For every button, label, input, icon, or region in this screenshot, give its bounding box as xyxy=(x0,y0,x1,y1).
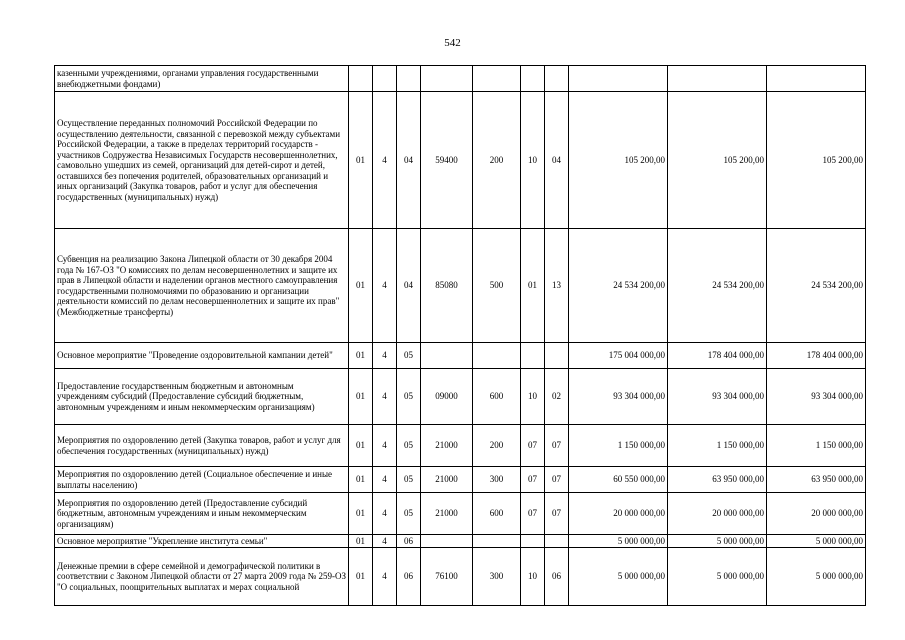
amount-year-2: 105 200,00 xyxy=(668,92,767,229)
amount-year-2 xyxy=(668,66,767,92)
code-direction xyxy=(421,343,473,369)
code-expense-type xyxy=(473,343,521,369)
table-row xyxy=(55,425,866,467)
code-direction: 59400 xyxy=(421,92,473,229)
table-row xyxy=(55,548,866,606)
row-description: Основное мероприятие "Укрепление института семьи" xyxy=(55,535,349,548)
code-program: 01 xyxy=(349,467,373,493)
code-subprogram: 4 xyxy=(373,535,397,548)
amount-year-2: 63 950 000,00 xyxy=(668,467,767,493)
table-row xyxy=(55,369,866,425)
code-program: 01 xyxy=(349,493,373,535)
code-section: 07 xyxy=(521,467,545,493)
table-row xyxy=(55,467,866,493)
code-subprogram: 4 xyxy=(373,92,397,229)
code-subprogram: 4 xyxy=(373,467,397,493)
code-direction xyxy=(421,535,473,548)
row-description: Мероприятия по оздоровлению детей (Закупка товаров, работ и услуг для обеспечения государственных (муниципальных) нужд) xyxy=(55,425,349,467)
amount-year-1: 60 550 000,00 xyxy=(569,467,668,493)
amount-year-2: 24 534 200,00 xyxy=(668,229,767,343)
code-expense-type: 300 xyxy=(473,548,521,606)
code-subsection: 02 xyxy=(545,369,569,425)
code-expense-type: 600 xyxy=(473,493,521,535)
table-row xyxy=(55,229,866,343)
code-direction xyxy=(421,66,473,92)
code-expense-type xyxy=(473,66,521,92)
amount-year-3: 1 150 000,00 xyxy=(767,425,866,467)
amount-year-1: 175 004 000,00 xyxy=(569,343,668,369)
code-expense-type: 500 xyxy=(473,229,521,343)
code-activity: 05 xyxy=(397,493,421,535)
amount-year-3: 105 200,00 xyxy=(767,92,866,229)
amount-year-3: 5 000 000,00 xyxy=(767,535,866,548)
code-program: 01 xyxy=(349,369,373,425)
code-subsection: 06 xyxy=(545,548,569,606)
code-subprogram: 4 xyxy=(373,548,397,606)
row-description: Денежные премии в сфере семейной и демографической политики в соответствии с Законом Липецкой области от 27 марта 2009 года № 259-ОЗ "О социальных, поощрительных выплатах и мерах социальной xyxy=(55,548,349,606)
code-subprogram: 4 xyxy=(373,343,397,369)
code-activity: 05 xyxy=(397,467,421,493)
code-program: 01 xyxy=(349,425,373,467)
code-activity: 06 xyxy=(397,535,421,548)
amount-year-1: 24 534 200,00 xyxy=(569,229,668,343)
code-direction: 21000 xyxy=(421,425,473,467)
code-subprogram: 4 xyxy=(373,425,397,467)
amount-year-1: 105 200,00 xyxy=(569,92,668,229)
amount-year-3: 24 534 200,00 xyxy=(767,229,866,343)
amount-year-3: 178 404 000,00 xyxy=(767,343,866,369)
table-row xyxy=(55,343,866,369)
code-activity: 05 xyxy=(397,425,421,467)
code-expense-type: 200 xyxy=(473,425,521,467)
code-activity: 04 xyxy=(397,92,421,229)
code-subsection: 07 xyxy=(545,493,569,535)
table-row xyxy=(55,535,866,548)
code-subsection: 07 xyxy=(545,425,569,467)
code-section: 10 xyxy=(521,548,545,606)
code-subprogram: 4 xyxy=(373,369,397,425)
code-activity: 05 xyxy=(397,369,421,425)
code-program xyxy=(349,66,373,92)
code-section: 01 xyxy=(521,229,545,343)
code-section xyxy=(521,66,545,92)
code-section xyxy=(521,535,545,548)
code-expense-type: 600 xyxy=(473,369,521,425)
code-section: 07 xyxy=(521,493,545,535)
code-subsection: 13 xyxy=(545,229,569,343)
amount-year-1 xyxy=(569,66,668,92)
code-subsection xyxy=(545,535,569,548)
code-program: 01 xyxy=(349,229,373,343)
code-activity: 06 xyxy=(397,548,421,606)
amount-year-2: 93 304 000,00 xyxy=(668,369,767,425)
row-description: Мероприятия по оздоровлению детей (Социальное обеспечение и иные выплаты населению) xyxy=(55,467,349,493)
code-direction: 21000 xyxy=(421,467,473,493)
table-row xyxy=(55,493,866,535)
code-subprogram: 4 xyxy=(373,493,397,535)
amount-year-3: 63 950 000,00 xyxy=(767,467,866,493)
code-expense-type: 300 xyxy=(473,467,521,493)
code-subsection xyxy=(545,66,569,92)
table-row xyxy=(55,66,866,92)
code-subprogram: 4 xyxy=(373,229,397,343)
row-description: Предоставление государственным бюджетным и автономным учреждениям субсидий (Предоставление субсидий бюджетным, автономным учреждениям и иным некоммерческим организациям) xyxy=(55,369,349,425)
amount-year-1: 1 150 000,00 xyxy=(569,425,668,467)
amount-year-2: 1 150 000,00 xyxy=(668,425,767,467)
code-section: 10 xyxy=(521,369,545,425)
row-description: казенными учреждениями, органами управления государственными внебюджетными фондами) xyxy=(55,66,349,92)
code-section: 07 xyxy=(521,425,545,467)
amount-year-3: 20 000 000,00 xyxy=(767,493,866,535)
code-activity: 04 xyxy=(397,229,421,343)
amount-year-1: 93 304 000,00 xyxy=(569,369,668,425)
code-direction: 21000 xyxy=(421,493,473,535)
code-activity: 05 xyxy=(397,343,421,369)
page-number: 542 xyxy=(444,37,461,49)
row-description: Субвенция на реализацию Закона Липецкой области от 30 декабря 2004 года № 167-ОЗ "О комиссиях по делам несовершеннолетних и защите их прав в Липецкой области и наделении органов местного самоуправления государственными полномочиями по образованию и организации деятельности комиссий по делам несовершеннолетних и защите их прав" (Межбюджетные трансферты) xyxy=(55,229,349,343)
row-description: Осуществление переданных полномочий Российской Федерации по осуществлению деятельности, связанной с перевозкой между субъектами Российской Федерации, а также в пределах территорий государств - участников Содружества Независимых Государств несовершеннолетних, самовольно ушедших из семей, организаций для детей-сирот и детей, оставшихся без попечения родителей, образовательных организаций и иных организаций (Закупка товаров, работ и услуг для обеспечения государственных (муниципальных) нужд) xyxy=(55,92,349,229)
code-subsection: 07 xyxy=(545,467,569,493)
code-program: 01 xyxy=(349,343,373,369)
amount-year-1: 5 000 000,00 xyxy=(569,535,668,548)
code-activity xyxy=(397,66,421,92)
code-subprogram xyxy=(373,66,397,92)
code-expense-type xyxy=(473,535,521,548)
amount-year-3: 5 000 000,00 xyxy=(767,548,866,606)
row-description: Основное мероприятие "Проведение оздоровительной кампании детей" xyxy=(55,343,349,369)
budget-table xyxy=(54,65,866,606)
amount-year-3 xyxy=(767,66,866,92)
amount-year-2: 5 000 000,00 xyxy=(668,535,767,548)
code-program: 01 xyxy=(349,548,373,606)
amount-year-3: 93 304 000,00 xyxy=(767,369,866,425)
code-program: 01 xyxy=(349,92,373,229)
code-expense-type: 200 xyxy=(473,92,521,229)
code-section: 10 xyxy=(521,92,545,229)
code-direction: 85080 xyxy=(421,229,473,343)
amount-year-1: 20 000 000,00 xyxy=(569,493,668,535)
code-section xyxy=(521,343,545,369)
table-row xyxy=(55,92,866,229)
code-subsection: 04 xyxy=(545,92,569,229)
code-subsection xyxy=(545,343,569,369)
amount-year-2: 20 000 000,00 xyxy=(668,493,767,535)
code-program: 01 xyxy=(349,535,373,548)
amount-year-2: 178 404 000,00 xyxy=(668,343,767,369)
row-description: Мероприятия по оздоровлению детей (Предоставление субсидий бюджетным, автономным учреждениям и иным некоммерческим организациям) xyxy=(55,493,349,535)
code-direction: 76100 xyxy=(421,548,473,606)
code-direction: 09000 xyxy=(421,369,473,425)
amount-year-1: 5 000 000,00 xyxy=(569,548,668,606)
amount-year-2: 5 000 000,00 xyxy=(668,548,767,606)
